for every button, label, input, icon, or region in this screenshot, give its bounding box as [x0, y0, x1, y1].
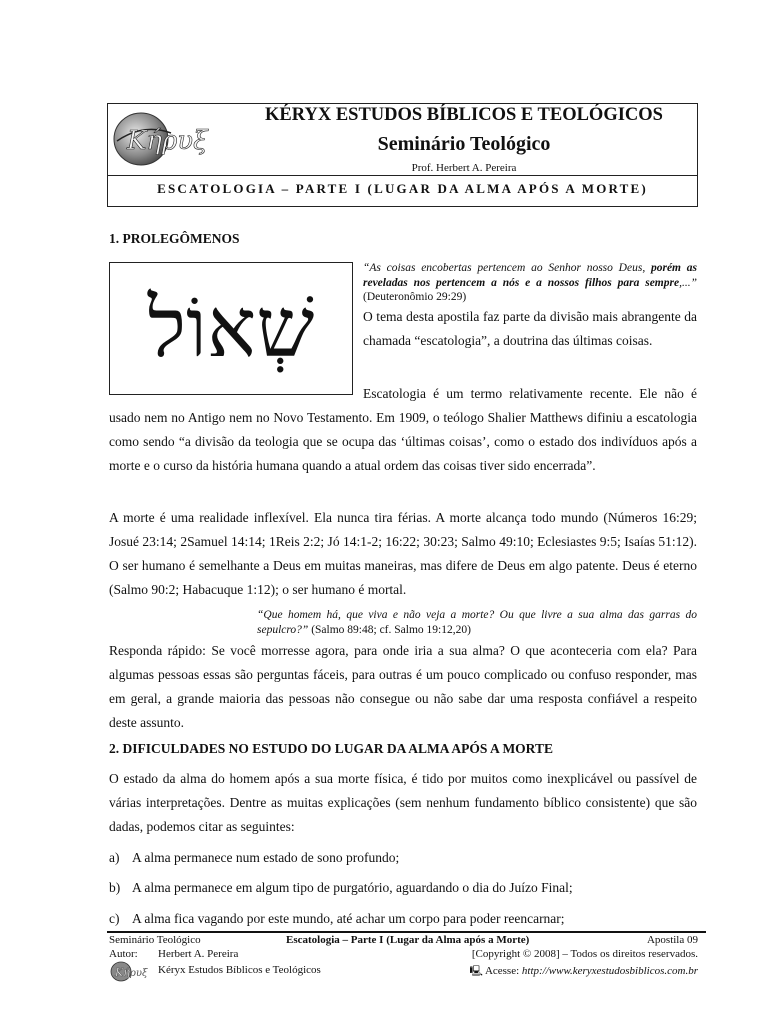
- footer-org: Kéryx Estudos Bíblicos e Teológicos: [158, 964, 321, 976]
- section2-heading: 2. DIFICULDADES NO ESTUDO DO LUGAR DA ALMA APÓS A MORTE: [109, 741, 553, 756]
- svg-text:ρυξ: ρυξ: [130, 968, 148, 979]
- hebrew-word: שְׁאוֹל: [147, 281, 315, 376]
- death-paragraph: A morte é uma realidade inflexível. Ela nunca tira férias. A morte alcança todo mundo (Números 16:29; Josué 23:14; 2Samuel 14:14; 1Reis 2:2; Jó 14:1-2; 16:22; 30:23; Salmo 49:10; Eclesiastes 9:5; Isaías 51:12). O ser humano é semelhante a Deus em muitas maneiras, mas difere de Deus em algo patente. Deus é eterno (Salmo 90:2; Habacuque 1:12); o ser humano é mortal.: [109, 510, 697, 597]
- hebrew-word-box: [109, 262, 353, 395]
- deuteronomy-quote: “As coisas encobertas pertencem ao Senhor nosso Deus, porém as reveladas nos pertencem a nós e a nossos filhos para sempre,...” (Deuteronômio 29:29): [363, 262, 697, 303]
- computer-icon: 🖳: [469, 966, 483, 977]
- footer-author-label: Autor:: [109, 948, 138, 960]
- list-item: a) A alma permanece num estado de sono profundo;: [109, 850, 400, 865]
- list-item: c) A alma fica vagando por este mundo, até achar um corpo para poder reencarnar;: [109, 911, 565, 926]
- footer-seminary: Seminário Teológico: [109, 934, 201, 946]
- professor-name: Prof. Herbert A. Pereira: [411, 162, 517, 174]
- footer-access: 🖳 Acesse: http://www.keryxestudosbiblicos.com.br: [469, 965, 698, 977]
- institution-title: KÉRYX ESTUDOS BÍBLICOS E TEOLÓGICOS: [265, 105, 663, 125]
- eschatology-paragraph: Escatologia é um termo relativamente recente. Ele não é usado nem no Antigo nem no Novo Testamento. Em 1909, o teólogo Shalier Matthews difiniu a escatologia como sendo “a divisão da teologia que se ocupa das ‘últimas coisas’, como o estado dos indivíduos após a morte e o curso da história humana quando a atual ordem das coisas tiver sido encerrada”.: [109, 386, 697, 473]
- psalm-quote: “Que homem há, que viva e não veja a morte? Ou que livre a sua alma das garras do sepulcro?” (Salmo 89:48; cf. Salmo 19:12,20): [257, 609, 697, 636]
- difficulties-paragraph: O estado da alma do homem após a sua morte física, é tido por muitos como inexplicável ou passível de várias interpretações. Dentre as muitas explicações (sem nenhum fundamento bíblico consistente) que são dadas, podemos citar as seguintes:: [109, 771, 697, 834]
- footer-url-link[interactable]: http://www.keryxestudosbiblicos.com.br: [521, 965, 698, 977]
- footer-logo-icon: [110, 961, 152, 982]
- intro-paragraph: O tema desta apostila faz parte da divisão mais abrangente da chamada “escatologia”, a doutrina das últimas coisas.: [363, 309, 697, 348]
- footer-volume: Apostila 09: [646, 934, 698, 946]
- svg-text:Κήρυξ: Κήρυξ: [127, 126, 208, 156]
- footer-copyright: [Copyright © 2008] – Todos os direitos reservados.: [471, 948, 698, 960]
- footer-rule: [107, 931, 706, 933]
- keryx-logo: [113, 111, 223, 167]
- footer-author-name: Herbert A. Pereira: [158, 948, 239, 960]
- subject-title: ESCATOLOGIA – PARTE I (LUGAR DA ALMA APÓS A MORTE): [157, 181, 648, 196]
- question-paragraph: Responda rápido: Se você morresse agora, para onde iria a sua alma? O que aconteceria com ela? Para algumas pessoas essas são perguntas fáceis, para outras é um pouco complicado ou confuso responder, mas em geral, a grande maioria das pessoas não consegue ou não sabe dar uma resposta confiável a respeito deste assunto.: [109, 643, 697, 730]
- section1-heading: 1. PROLEGÔMENOS: [109, 231, 240, 246]
- header-divider: [107, 175, 698, 176]
- seminary-title: Seminário Teológico: [377, 133, 551, 155]
- list-item: b) A alma permanece em algum tipo de purgatório, aguardando o dia do Juízo Final;: [109, 880, 573, 895]
- svg-text:Κή: Κή: [115, 966, 130, 979]
- footer-course: Escatologia – Parte I (Lugar da Alma após a Morte): [286, 934, 530, 946]
